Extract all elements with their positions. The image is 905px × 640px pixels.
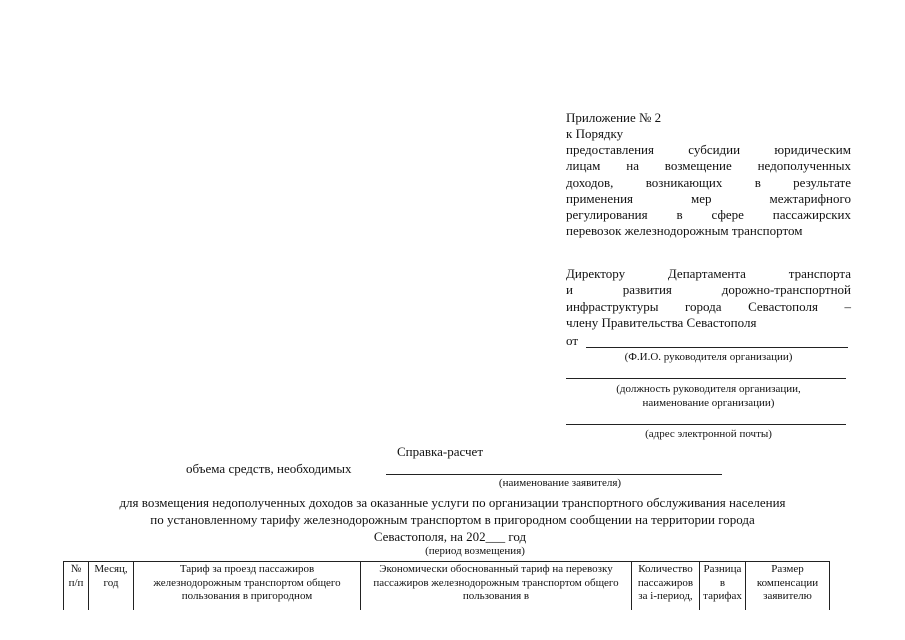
fio-caption: (Ф.И.О. руководителя организации) (624, 351, 793, 363)
addressee-line: Директору Департамента транспорта (566, 266, 851, 281)
header-cell-month: Месяц, год (89, 562, 134, 611)
header-cell-economic-tariff: Экономически обоснованный тариф на перевозку пассажиров железнодорожным транспортом общего пользования в (361, 562, 632, 611)
email-caption: (адрес электронной почты) (645, 428, 772, 440)
title-line-2: объема средств, необходимых (186, 461, 352, 476)
calculation-table (63, 561, 830, 610)
applicant-field-line (386, 474, 722, 475)
order-name (566, 142, 851, 240)
appendix-title: Приложение № 2 (566, 110, 662, 125)
fio-field-line (586, 347, 848, 348)
document-title: Справка-расчет (396, 444, 484, 459)
addressee (566, 266, 851, 331)
period-caption: (период возмещения) (425, 545, 525, 557)
header-cell-passengers: Количество пассажиров за i-период, (632, 562, 700, 611)
order-line: регулирования в сфере пассажирских (566, 207, 851, 223)
addressee-line-last: члену Правительства Севастополя (566, 314, 757, 330)
title-line-5: Севастополя, на 202___ год (373, 529, 527, 544)
table-header-row (64, 562, 830, 611)
order-line: доходов, возникающих в результате (566, 174, 851, 190)
addressee-line: и развития дорожно-транспортной (566, 282, 851, 298)
position-caption-2: наименование организации) (642, 397, 775, 409)
addressee-line: инфраструктуры города Севастополя – (566, 298, 851, 314)
header-cell-tariff: Тариф за проезд пассажиров железнодорожным транспортом общего пользования в пригородном (134, 562, 361, 611)
email-field-line (566, 424, 846, 425)
header-cell-difference: Разница в тарифах (700, 562, 746, 611)
order-line: предоставления субсидии юридическим (566, 142, 851, 157)
from-label: от (566, 333, 579, 348)
applicant-caption: (наименование заявителя) (498, 477, 622, 489)
title-line-3: для возмещения недополученных доходов за оказанные услуги по организации транспортного обслуживания населения (119, 495, 786, 510)
order-line: лицам на возмещение недополученных (566, 158, 851, 174)
order-line-last: перевозок железнодорожным транспортом (566, 223, 803, 239)
header-cell-compensation: Размер компенсации заявителю (746, 562, 830, 611)
order-line: применения мер межтарифного (566, 190, 851, 206)
header-cell-number: № п/п (64, 562, 89, 611)
position-field-line (566, 378, 846, 379)
title-line-4: по установленному тарифу железнодорожным транспортом в пригородном сообщении на территории города (150, 512, 755, 527)
position-caption-1: (должность руководителя организации, (616, 383, 801, 395)
appendix-subtitle: к Порядку (566, 126, 624, 141)
